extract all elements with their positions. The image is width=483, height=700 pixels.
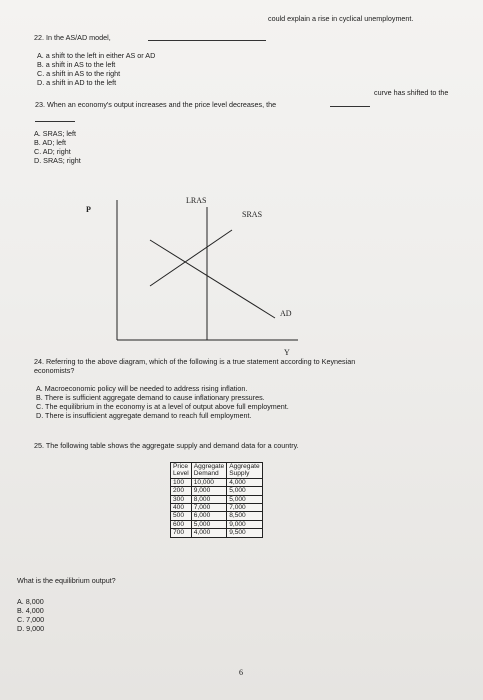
supply-cell: 5,000 (227, 487, 262, 495)
demand-cell: 5,000 (191, 520, 226, 528)
price-cell: 500 (171, 512, 192, 520)
price-cell: 700 (171, 529, 192, 537)
q24-option-b: B. There is sufficient aggregate demand to cause inflationary pressures. (36, 393, 265, 402)
q25-option-c: C. 7,000 (17, 615, 45, 624)
q23-option-a: A. SRAS; left (34, 129, 76, 138)
table-row (171, 520, 263, 528)
table-row (171, 478, 263, 486)
price-cell: 600 (171, 520, 192, 528)
q22-option-d: D. a shift in AD to the left (37, 78, 117, 87)
price-cell: 100 (171, 478, 192, 486)
supply-demand-table (170, 462, 263, 538)
demand-cell: 9,000 (191, 487, 226, 495)
q25-option-d: D. 9,000 (17, 624, 45, 633)
ad-label: AD (280, 309, 292, 318)
supply-cell: 9,000 (227, 520, 262, 528)
y-axis-label: P (86, 205, 91, 214)
q22-stem-end: could explain a rise in cyclical unemployment. (268, 14, 414, 23)
demand-cell: 4,000 (191, 529, 226, 537)
q22-option-b: B. a shift in AS to the left (37, 60, 116, 69)
q25-question: What is the equilibrium output? (17, 576, 116, 585)
price-cell: 300 (171, 495, 192, 503)
q25-stem: 25. The following table shows the aggregate supply and demand data for a country. (34, 441, 299, 450)
demand-cell: 8,000 (191, 495, 226, 503)
supply-cell: 8,500 (227, 512, 262, 520)
q24-stem-line2: economists? (34, 366, 75, 375)
demand-cell: 10,000 (191, 478, 226, 486)
table-row (171, 512, 263, 520)
q23-stem: 23. When an economy's output increases and the price level decreases, the (35, 100, 277, 109)
q22-option-c: C. a shift in AS to the right (37, 69, 121, 78)
q25-option-b: B. 4,000 (17, 606, 44, 615)
q23-option-b: B. AD; left (34, 138, 66, 147)
q22-stem: 22. In the AS/AD model, (34, 33, 111, 42)
q24-stem-line1: 24. Referring to the above diagram, which of the following is a true statement according to Keynesian (34, 357, 356, 366)
supply-cell: 7,000 (227, 504, 262, 512)
price-cell: 200 (171, 487, 192, 495)
q23-stem-end: curve has shifted to the (374, 88, 449, 97)
q24-option-d: D. There is insufficient aggregate demand to reach full employment. (36, 411, 252, 420)
q24-option-c: C. The equilibrium in the economy is at a level of output above full employment. (36, 402, 289, 411)
sras-line (150, 230, 232, 286)
demand-cell: 7,000 (191, 504, 226, 512)
sras-label: SRAS (242, 210, 263, 219)
header-aggregate-supply: Aggregate Supply (227, 463, 262, 479)
q25-option-a: A. 8,000 (17, 597, 44, 606)
supply-cell: 9,500 (227, 529, 262, 537)
ad-line (150, 240, 275, 318)
q23-option-d: D. SRAS; right (34, 156, 81, 165)
page-number: 6 (239, 668, 243, 677)
table-header-row (171, 463, 263, 479)
table-row (171, 487, 263, 495)
supply-cell: 5,000 (227, 495, 262, 503)
header-price-level: Price Level (171, 463, 192, 479)
table-row (171, 504, 263, 512)
q24-option-a: A. Macroeconomic policy will be needed to address rising inflation. (36, 384, 248, 393)
lras-label: LRAS (186, 196, 207, 205)
header-aggregate-demand: Aggregate Demand (191, 463, 226, 479)
table-row (171, 495, 263, 503)
table-row (171, 529, 263, 537)
q23-option-c: C. AD; right (34, 147, 71, 156)
x-axis-label: Y (284, 348, 290, 357)
price-cell: 400 (171, 504, 192, 512)
demand-cell: 6,000 (191, 512, 226, 520)
supply-cell: 4,000 (227, 478, 262, 486)
q22-option-a: A. a shift to the left in either AS or AD (37, 51, 156, 60)
